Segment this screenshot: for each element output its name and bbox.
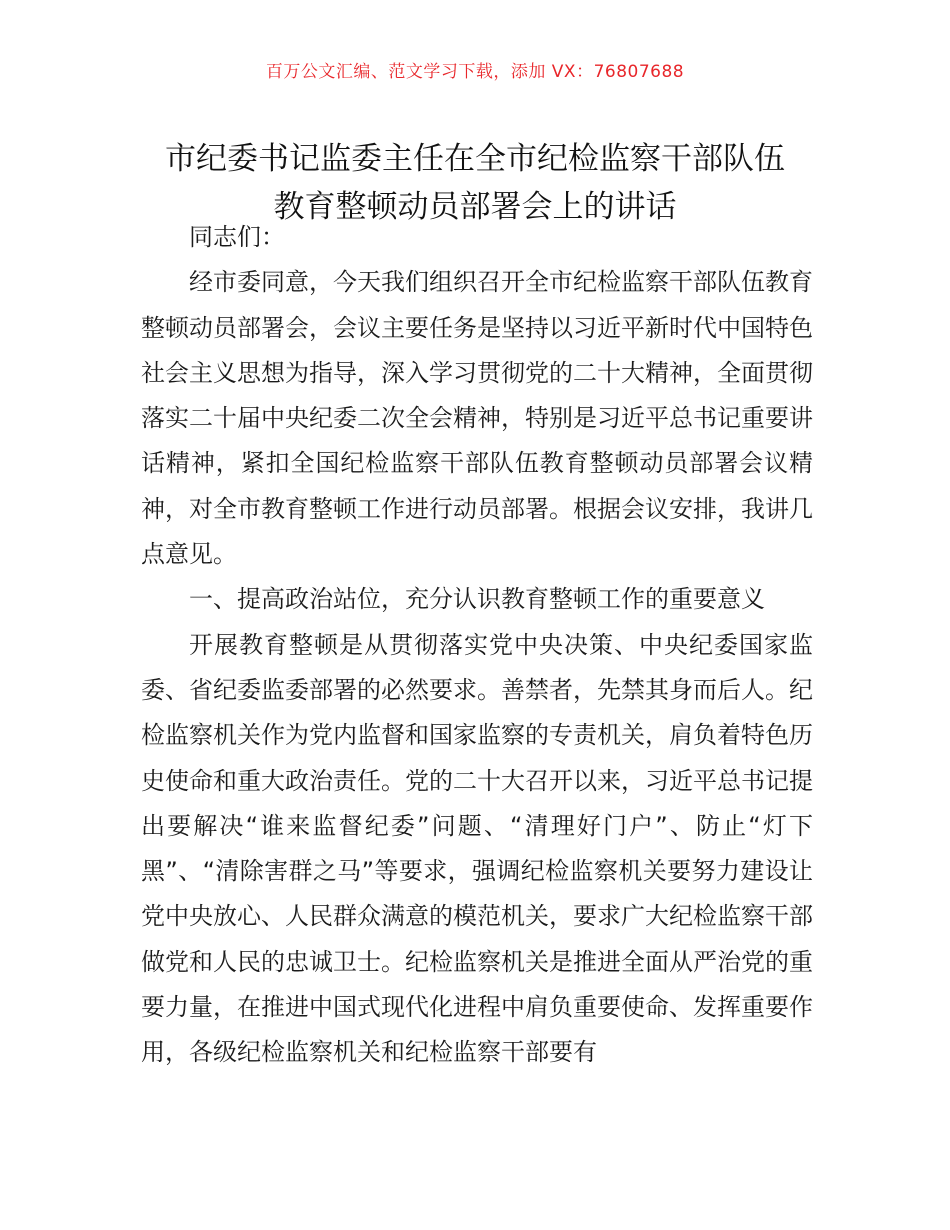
document-title-line-1: 市纪委书记监委主任在全市纪检监察干部队伍: [165, 140, 785, 177]
document-body: [141, 215, 813, 1076]
greeting: 同志们：: [189, 223, 285, 251]
section-1-heading: 一、提高政治站位，充分认识教育整顿工作的重要意义: [189, 585, 765, 614]
watermark-header: 百万公文汇编、范文学习下载，添加 VX：76807688: [265, 62, 685, 82]
document-title-line-2: 教育整顿动员部署会上的讲话: [273, 188, 677, 225]
section-1-paragraph: 开展教育整顿是从贯彻落实党中央决策、中央纪委国家监委、省纪委监委部署的必然要求。善禁者，先禁其身而后人。纪检监察机关作为党内监督和国家监察的专责机关，肩负着特色历史使命和重大政治责任。党的二十大召开以来，习近平总书记提出要解决“谁来监督纪委”问题、“清理好门户”、防止“灯下黑”、“清除害群之马”等要求，强调纪检监察机关要努力建设让党中央放心、人民群众满意的模范机关，要求广大纪检监察干部做党和人民的忠诚卫士。纪检监察机关是推进全面从严治党的重要力量，在推进中国式现代化进程中肩负重要使命、发挥重要作用，各级纪检监察机关和纪检监察干部要有: [141, 630, 813, 1067]
intro-paragraph: 经市委同意，今天我们组织召开全市纪检监察干部队伍教育整顿动员部署会，会议主要任务是坚持以习近平新时代中国特色社会主义思想为指导，深入学习贯彻党的二十大精神，全面贯彻落实二十届中央纪委二次全会精神，特别是习近平总书记重要讲话精神，紧扣全国纪检监察干部队伍教育整顿动员部署会议精神，对全市教育整顿工作进行动员部署。根据会议安排，我讲几点意见。: [141, 268, 813, 569]
